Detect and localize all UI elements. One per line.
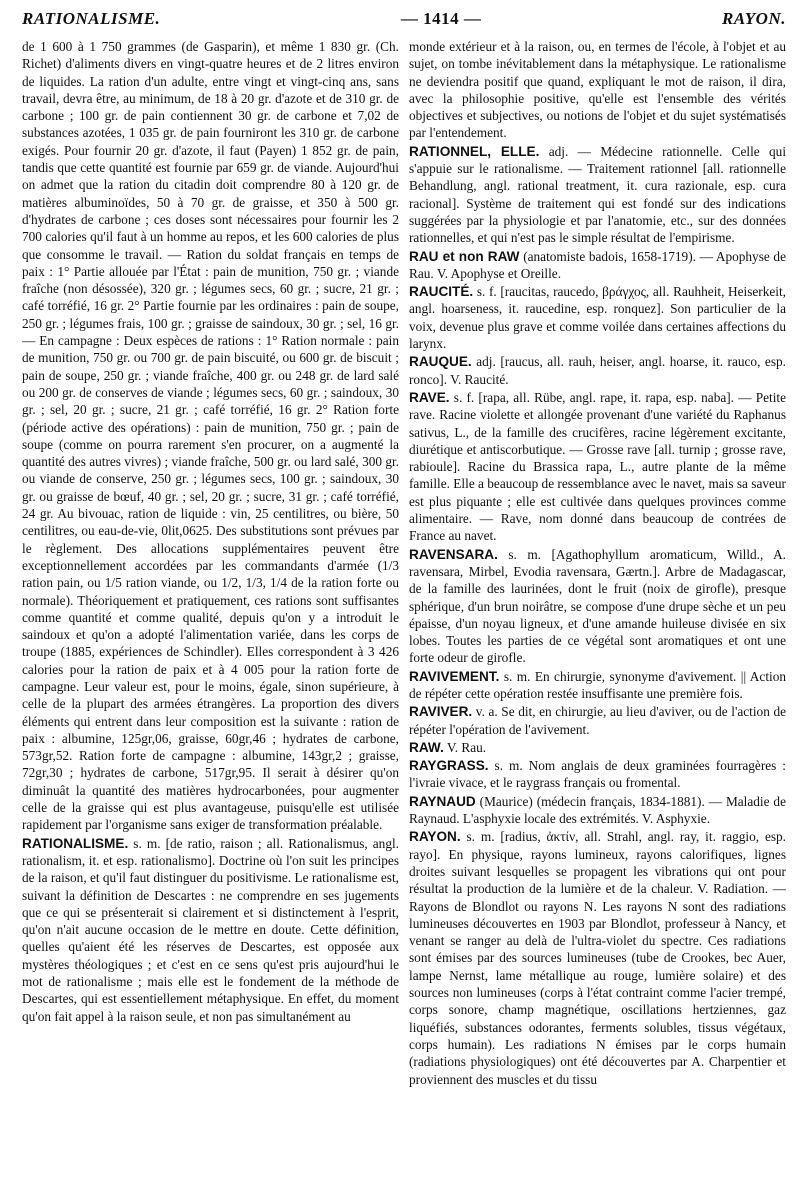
definition: V. Rau. xyxy=(446,739,487,755)
headword: RAYGRASS. xyxy=(409,758,489,774)
entry-raynaud xyxy=(409,793,786,828)
two-column-body xyxy=(22,38,786,1178)
entry-rationalisme xyxy=(22,835,399,1025)
definition: s. m. [de ratio, raison ; all. Rationalismus, angl. rationalism, it. et esp. rationalismo]. Doctrine où l'on suit les principes de la raison, et qu'il faut distinguer du positivisme. Le rationalisme est, suivant la définition de Descartes : ne comprendre en ses jugements que ce qui se présenterait si clairement et si distinctement à l'esprit, qu'on n'ait aucune occasion de le mettre en doute. Cette définition, quelles qu'aient été les réserves de Descartes, est opposée aux mystères théologiques ; et c'est en ce sens qu'est pris aujourd'hui le mot de rationalisme ; mais elle est le fondement de la méthode de Descartes, qui est essentiellement métaphysique. En effet, du moment qu'on fait appel à la raison seule, et non pas simultanément au xyxy=(22,835,399,1024)
headword: RAVE. xyxy=(409,389,450,405)
definition: s. m. [Agathophyllum aromaticum, Willd., A. ravensara, Mirbel, Evodia ravensara, Gærtn.]. Arbre de Madagascar, de la famille des laurinées, dont le fruit (noix de girofle), presque sphérique, d'un brun noirâtre, se compose d'une drupe sèche et un peu épaisse, d'un noyau ligneux, et d'une amande huileuse divisée en six lobes. Toutes les parties de ce végétal sont aromatiques et ont une forte odeur de girofle. xyxy=(409,546,786,666)
headword: RAVIVEMENT. xyxy=(409,668,500,684)
rationalisme-continuation-paragraph: monde extérieur et à la raison, ou, en termes de l'école, à l'objet et au sujet, on tombe inévitablement dans la métaphysique. Le rationalisme ne deviendra positif que quand, expliquant le mot de raison, il dira, avec la philosophie positive, qu'elle est l'ensemble des vérités objectives et subjectives, ou notions de l'objet et du sujet systématisés par l'entendement. xyxy=(409,39,786,141)
entry-raw xyxy=(409,739,786,756)
right-column xyxy=(409,38,786,1178)
headword: RAW. xyxy=(409,739,444,755)
headword: RAVIVER. xyxy=(409,704,473,720)
headword: RAUQUE. xyxy=(409,354,472,370)
page-number: — 1414 — xyxy=(400,9,482,28)
header-right-headword: RAYON. xyxy=(722,9,786,28)
entry-raygrass xyxy=(409,757,786,792)
entry-raucite xyxy=(409,283,786,352)
entry-rayon xyxy=(409,828,786,1087)
header-left-headword: RATIONALISME. xyxy=(22,9,161,28)
headword: RAVENSARA. xyxy=(409,546,498,562)
definition: s. m. Nom anglais de deux graminées fourragères : l'ivraie vivace, et le raygrass français ou fromental. xyxy=(409,758,786,791)
definition: (anatomiste badois, 1658-1719). — Apophyse de Rau. V. Apophyse et Oreille. xyxy=(409,248,786,281)
headword: RAYNAUD xyxy=(409,793,476,809)
headword: RATIONALISME. xyxy=(22,835,129,851)
left-column xyxy=(22,38,399,1178)
headword: RAUCITÉ. xyxy=(409,284,474,300)
entry-rationnel xyxy=(409,143,786,247)
entry-rau xyxy=(409,248,786,283)
entry-ravensara xyxy=(409,546,786,667)
entry-raviver xyxy=(409,703,786,738)
definition: s. f. [raucitas, raucedo, βράγχος, all. Rauhheit, Heiserkeit, angl. hoarseness, it. raucedine, esp. ronquez]. Son particulier de la voix, devenue plus grave et comme voilée dans certaines affections du larynx. xyxy=(409,284,786,352)
running-header xyxy=(22,0,786,38)
headword: RAYON. xyxy=(409,829,461,845)
definition: s. m. [radius, ἀκτίν, all. Strahl, angl. ray, it. raggio, esp. rayo]. En physique, rayons lumineux, rayons calorifiques, lignes droites suivant lesquelles se propagent les vibrations qui ont pour résultat la production de la lumière et de la chaleur. V. Radiation. — Rayons de Blondlot ou rayons N. Les rayons N sont des radiations lumineuses découvertes en 1903 par Blondlot, professeur à Nancy, et venant se ranger au delà de l'ultra-violet du spectre. Ces radiations sont émises par des sources lumineuses (tube de Crookes, bec Auer, lampe Nernst, lame métallique au rouge, lumière solaire) et des sources non lumineuses (corps à l'état contraint comme l'acier trempé, corps sonore, champ magnétique, oscillations hertziennes, gaz liquéfiés, substances odorantes, ferments solubles, tissus végétaux, corps humain). Les radiations N émises par le corps humain (radiations physiologiques) ont été découvertes par A. Charpentier et proviennent des muscles et du tissu xyxy=(409,829,786,1087)
entry-ravivement xyxy=(409,668,786,703)
ration-continuation-paragraph: de 1 600 à 1 750 grammes (de Gasparin), et même 1 830 gr. (Ch. Richet) d'aliments divers en vingt-quatre heures et de 2 litres environ de liquides. La ration d'un adulte, entre vingt et vingt-cinq ans, sans travail, devra être, au minimum, de 18 à 20 gr. d'azote et de 310 gr. de carbone ; 100 gr. de pain contiennent 30 gr. de carbone et 7,02 de substances azotées, 1 035 gr. de pain fourniront les 310 gr. de carbone exigés. Pour fournir 20 gr. d'azote, il faut (Payen) 1 852 gr. de pain, tandis que cette quantité est fournie par 659 gr. de viande. Aujourd'hui on admet que la ration du citadin doit comprendre 80 à 120 gr. de matières albuminoïdes, 50 à 70 gr. de graisse, et 350 à 500 gr. d'hydrates de carbone ; ces doses sont nécessaires pour fournir les 2 700 calories qu'il faut à un homme au repos, et les 600 calories de plus que consomme le travail. — Ration du soldat français en temps de paix : 1° Partie allouée par l'État : pain de munition, 750 gr. ; viande fraîche (non désossée), 320 gr. ; légumes secs, 60 gr. ; sucre, 21 gr. ; café torréfié, 16 gr. 2° Partie fournie par les ordinaires : pain de soupe, 250 gr. ; légumes frais, 100 gr. ; graisse de saindoux, 30 gr. ; sel, 16 gr. — En campagne : Deux espèces de rations : 1° Ration normale : pain de munition, 750 gr. ou 700 gr. de pain biscuité, ou 600 gr. de biscuit ; pain de soupe, 250 gr. ; viande fraîche, 400 gr. ou 248 gr. de lard salé ou 200 gr. de conserves de viande ; légumes secs, 60 gr. ; saindoux, 30 gr. ; sel, 20 gr. ; sucre, 21 gr. ; café torréfié, 16 gr. 2° Ration forte (période active des opérations) : pain de munition, 750 gr. ; pain de soupe (comme on pourra rarement s'en procurer, on a augmenté la quantité des autres vivres) ; viande fraîche, 500 gr. ou lard salé, 300 gr. ou viande de conserve, 250 gr. ; légumes secs, 100 gr. ; saindoux, 30 gr. ou graisse de bœuf, 40 gr. ; sel, 20 gr. ; sucre, 31 gr. ; café torréfié, 24 gr. Au bivouac, ration de liquide : vin, 25 centilitres, ou bière, 50 centilitres, ou eau-de-vie, 0lit,0625. Des substitutions sont prévues par le règlement. Des allocations supplémentaires peuvent être exceptionnellement accordées par les commandants d'armée (1/3 ration pain, ou 1/5 ration viande, ou 1/2, 1/3, 1/4 de la ration forte ou normale). Théoriquement et pratiquement, ces rations sont suffisantes comme quantité et comme qualité, depuis qu'on y a introduit le saindoux et qu'on a adopté l'alimentation variée, dans les corps de troupe (1885, expériences de Schindler). Elles correspondent à 3 426 calories pour la ration de paix et à 4 005 pour la ration forte de campagne. Leur valeur est, pour le moins, égale, sinon supérieure, à celle de la plupart des armées étrangères. La proportion des divers éléments qui entrent dans leur composition est la suivante : ration de paix : albumine, 125gr,06, graisse, 60gr,46 ; hydrates de carbone, 573gr,52. Ration forte de campagne : albumine, 143gr,2 ; graisse, 72gr,30 ; hydrates de carbone, 517gr,95. Il serait à désirer qu'on diminuât la quantité des matières hydrocarbonées, pour augmenter celle de la graisse qui est plus avantageuse, puisqu'elle est utilisée rapidement par l'organisme sans exiger de transformation préalable. xyxy=(22,39,399,833)
headword: RATIONNEL, ELLE. xyxy=(409,143,540,159)
entry-rauque xyxy=(409,353,786,388)
definition: s. f. [rapa, all. Rübe, angl. rape, it. rapa, esp. naba]. — Petite rave. Racine violette et allongée provenant d'une variété du Raphanus sativus, L., de la famille des crucifères, racine légèrement excitante, diurétique et antiscorbutique. — Grosse rave [all. turnip ; grosse rave, rabioule]. Racine du Brassica rapa, L., autre plante de la même famille. Elle a beaucoup de ressemblance avec le navet, mais sa saveur est plus piquante ; elle est cultivée dans quelques provinces comme alimentaire. — Rave, nom donné dans beaucoup de contrées de France au navet. xyxy=(409,389,786,544)
definition: (Maurice) (médecin français, 1834-1881). — Maladie de Raynaud. L'asphyxie locale des extrémités. V. Asphyxie. xyxy=(409,793,786,827)
definition: adj. [raucus, all. rauh, heiser, angl. hoarse, it. rauco, esp. ronco]. V. Raucité. xyxy=(409,354,786,387)
definition: s. m. En chirurgie, synonyme d'avivement. || Action de répéter cette opération restée insuffisante une première fois. xyxy=(409,668,786,701)
definition: adj. — Médecine rationnelle. Celle qui s'appuie sur le rationalisme. — Traitement rationnel [all. rationnelle Behandlung, angl. rational treatment, it. cura razionale, esp. cura racional]. Système de traitement qui est fondé sur des indications suggérées par la physiologie et par l'anatomie, etc., sur des données rationnelles, et qui n'est pas le simple résultat de l'empirisme. xyxy=(409,143,786,246)
headword: RAU et non RAW xyxy=(409,248,520,264)
entry-rave xyxy=(409,389,786,545)
definition: v. a. Se dit, en chirurgie, au lieu d'aviver, ou de l'action de répéter l'opération de l'avivement. xyxy=(409,704,786,737)
